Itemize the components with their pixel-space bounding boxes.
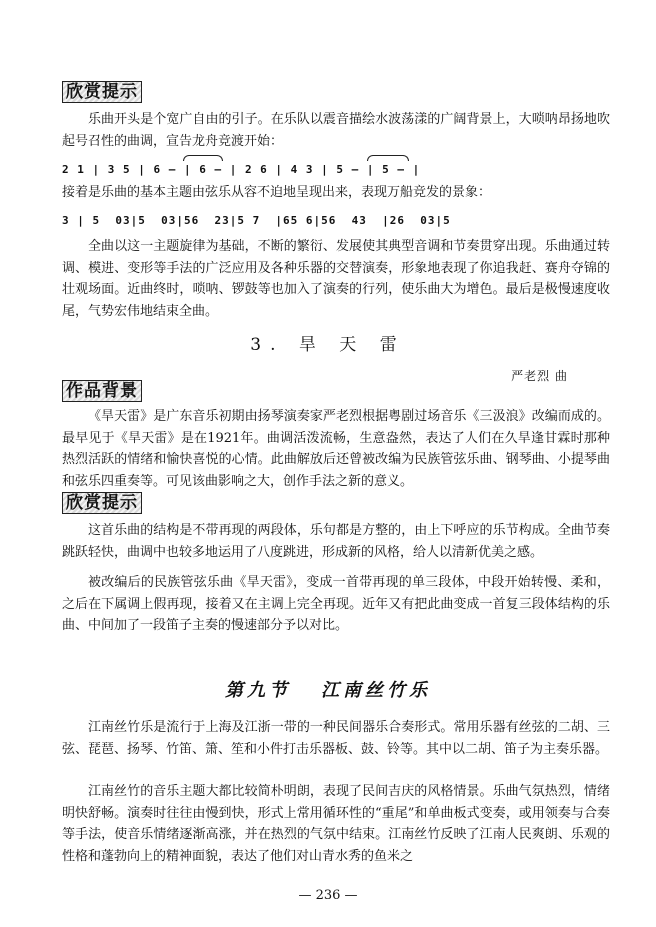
- section-title: [0, 676, 656, 702]
- jiangnan-intro-paragraph: 江南丝竹乐是流行于上海及江浙一带的一种民间器乐合奏形式。常用乐器有丝弦的二胡、三弦、琵琶、扬琴、竹笛、箫、笙和小件打击乐器板、鼓、铃等。其中以二胡、笛子为主奏乐器。: [62, 720, 610, 757]
- structure-paragraph: 这首乐曲的结构是不带再现的两段体，乐句都是方整的，由上下呼应的乐节构成。全曲节奏跳跃轻快，曲调中也较多地运用了八度跳进，形成新的风格，给人以清新优美之感。: [62, 523, 610, 560]
- section-number: 第九节: [225, 680, 291, 701]
- composer-credit: 严老烈 曲: [511, 369, 568, 383]
- development-paragraph: 全曲以这一主题旋律为基础，不断的繁衍、发展使其典型音调和节奏贯穿出现。乐曲通过转调、模进、变形等手法的广泛应用及各种乐器的交替演奏，形象地表现了你追我赶、赛舟夺锦的壮观场面。近曲终时，唢呐、锣鼓等也加入了演奏的行列，使乐曲大为增色。最后是极慢速度收尾，气势宏伟地结束全曲。: [62, 239, 610, 319]
- section-name: 江南丝竹乐: [321, 680, 431, 701]
- jiangnan-theme-paragraph: 江南丝竹的音乐主题大都比较简朴明朗，表现了民间吉庆的风格情景。乐曲气氛热烈，情绪明快舒畅。演奏时往往由慢到快，形式上常用循环性的“重尾”和单曲板式变奏，或用领奏与合奏等手法，使音乐情绪逐渐高涨，并在热烈的气氛中结束。江南丝竹反映了江南人民爽朗、乐观的性格和蓬勃向上的精神面貌，表达了他们对山青水秀的鱼米之: [62, 784, 610, 864]
- intro-paragraph: 乐曲开头是个宽广自由的引子。在乐队以震音描绘水波荡漾的广阔背景上，大唢呐昂扬地吹起号召性的曲调，宣告龙舟竞渡开始：: [62, 112, 610, 149]
- appreciation-heading: 欣赏提示: [62, 81, 142, 103]
- background-heading: 作品背景: [62, 380, 142, 402]
- appreciation-heading: 欣赏提示: [62, 492, 142, 514]
- notation-tie: [367, 155, 409, 161]
- piece-title: 3. 旱 天 雷: [250, 335, 406, 355]
- notation-line-intro: 2 1 | 3 5 | 6 — | 6 — | 2 6 | 4 3 | 5 — | 5 — |: [62, 163, 421, 176]
- notation-tie: [183, 155, 223, 161]
- background-paragraph: 《旱天雷》是广东音乐初期由扬琴演奏家严老烈根据粤剧过场音乐《三汲浪》改编而成的。最早见于《旱天雷》是在1921年。曲调活泼流畅，生意盎然，表达了人们在久旱逢甘霖时那种热烈活跃的情绪和愉快喜悦的心情。此曲解放后还曾被改编为民族管弦乐曲、钢琴曲、小提琴曲和弦乐四重奏等。可见该曲影响之大，创作手法之新的意义。: [62, 409, 610, 489]
- page-number: — 236 —: [298, 888, 358, 903]
- notation-line-theme: 3 | 5 03|5 03|56 23|5 7 |65 6|56 43 |26 03|5: [62, 214, 451, 227]
- arrangement-paragraph: 被改编后的民族管弦乐曲《旱天雷》，变成一首带再现的单三段体，中段开始转慢、柔和，之后在下属调上假再现，接着又在主调上完全再现。近年又有把此曲变成一首复三段体结构的乐曲、中间加了一段笛子主奏的慢速部分予以对比。: [62, 575, 610, 633]
- theme-paragraph: 接着是乐曲的基本主题由弦乐从容不迫地呈现出来，表现万船竞发的景象：: [62, 185, 492, 200]
